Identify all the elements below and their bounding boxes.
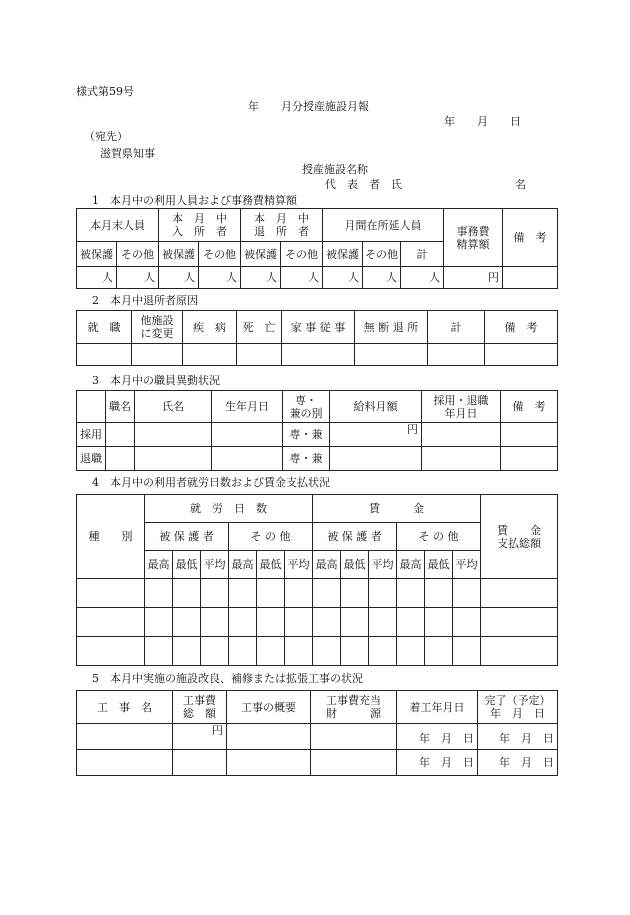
unit-cell[interactable]: 人 [241,267,281,289]
header-end-of-month: 本月末人員 [77,209,159,242]
stat-header: 最高 [145,551,173,579]
data-cell[interactable] [237,344,282,366]
date-cell[interactable]: 年 月 日 [478,750,558,776]
sub-header: その他 [117,242,159,267]
data-cell[interactable] [145,608,173,637]
header-start-date: 着工年月日 [397,691,478,724]
salary-cell[interactable] [330,447,422,471]
stat-header: 平均 [285,551,313,579]
data-cell[interactable] [397,637,425,666]
header-remarks: 備 考 [485,311,558,344]
data-cell[interactable] [369,608,397,637]
header-blank [77,391,106,423]
section5-table [76,690,558,776]
header-unauthorized: 無 断 退 所 [355,311,428,344]
data-cell[interactable] [481,637,558,666]
table-row [77,637,558,666]
stat-header: 最低 [425,551,453,579]
data-cell[interactable] [173,579,201,608]
salary-cell[interactable]: 円 [330,423,422,447]
header-type: 種 別 [77,495,145,579]
data-cell[interactable] [132,344,183,366]
data-cell[interactable] [257,637,285,666]
section1-table [76,208,558,289]
facility-name-label: 授産施設名称 [302,163,368,176]
data-cell[interactable] [428,344,485,366]
data-cell[interactable] [453,608,481,637]
data-cell[interactable] [77,608,145,637]
data-cell[interactable] [481,579,558,608]
row-label-leave: 退職 [77,447,106,471]
header-birthdate: 生年月日 [212,391,283,423]
header-outline: 工事の概要 [227,691,311,724]
data-cell[interactable] [229,637,257,666]
data-cell[interactable] [106,447,135,471]
header-fulltime-parttime: 専・ 兼の別 [283,391,330,423]
stat-header: 最低 [173,551,201,579]
header-completion-date: 完了（予定） 年 月 日 [478,691,558,724]
data-cell[interactable] [282,344,355,366]
unit-cell[interactable]: 人 [117,267,159,289]
header-hire-leave-date: 採用・退職 年月日 [422,391,501,423]
data-cell[interactable] [481,608,558,637]
section2-table [76,310,558,366]
data-cell[interactable] [425,637,453,666]
header-other: そ の 他 [397,523,481,551]
unit-cell[interactable]: 人 [199,267,241,289]
data-cell[interactable] [453,637,481,666]
page-title: 年 月分授産施設月報 [248,100,369,113]
data-cell[interactable] [229,608,257,637]
header-work-days: 就 労 日 数 [145,495,313,523]
representative-suffix: 名 [515,178,526,191]
section2-title: 2 本月中退所者原因 [92,294,198,307]
data-cell[interactable] [341,637,369,666]
data-cell[interactable] [77,724,173,750]
stat-header: 平均 [369,551,397,579]
data-cell[interactable] [77,637,145,666]
header-total-cost: 工事費 総 額 [173,691,227,724]
cost-cell[interactable]: 円 [444,267,503,289]
data-cell[interactable] [227,724,311,750]
header-discharged: 本 月 中 退 所 者 [241,209,323,242]
data-cell[interactable] [311,750,397,776]
addressee: 滋賀県知事 [100,147,155,160]
sub-header: その他 [199,242,241,267]
unit-cell[interactable]: 人 [77,267,117,289]
header-housework: 家 事 従 事 [282,311,355,344]
data-cell[interactable] [397,579,425,608]
addressee-label: （宛先） [84,130,128,143]
header-total-wage: 賃 金 支払総額 [481,495,558,579]
data-cell[interactable] [485,344,558,366]
section3-title: 3 本月中の職員異動状況 [92,374,220,387]
header-illness: 疾 病 [183,311,237,344]
data-cell[interactable] [313,608,341,637]
header-name: 氏名 [135,391,212,423]
data-cell[interactable] [355,344,428,366]
data-cell[interactable] [173,608,201,637]
data-cell[interactable] [77,344,132,366]
data-cell[interactable] [106,423,135,447]
stat-header: 最高 [397,551,425,579]
header-other: そ の 他 [229,523,313,551]
data-cell[interactable] [313,637,341,666]
cost-cell[interactable] [173,750,227,776]
stat-header: 平均 [453,551,481,579]
table-row [77,579,558,608]
header-monthly-stay: 月間在所延人員 [323,209,444,242]
data-cell[interactable] [135,423,212,447]
sub-header: 被保護 [323,242,363,267]
sub-header: 計 [401,242,444,267]
header-protected: 被 保 護 者 [145,523,229,551]
data-cell[interactable] [227,750,311,776]
data-cell[interactable] [285,608,313,637]
data-cell[interactable] [501,447,558,471]
data-cell[interactable] [369,637,397,666]
stat-header: 最低 [341,551,369,579]
header-remarks: 備 考 [503,209,558,267]
data-cell[interactable] [425,608,453,637]
header-funding: 工事費充当 財 源 [311,691,397,724]
section4-table [76,494,558,666]
header-admin-cost: 事務費 精算額 [444,209,503,267]
data-cell[interactable] [311,724,397,750]
stat-header: 最低 [257,551,285,579]
sub-header: その他 [363,242,401,267]
section5-title: 5 本月中実施の施設改良、補修または拡張工事の状況 [92,672,363,685]
data-cell[interactable] [212,423,283,447]
data-cell[interactable] [183,344,237,366]
unit-cell[interactable]: 人 [401,267,444,289]
sub-header: その他 [281,242,323,267]
header-protected: 被 保 護 者 [313,523,397,551]
data-cell[interactable] [341,579,369,608]
data-cell[interactable] [201,637,229,666]
date-cell[interactable]: 年 月 日 [397,750,478,776]
representative-label: 代 表 者 氏 [325,178,402,191]
senken-cell[interactable]: 専・兼 [283,423,330,447]
stat-header: 最高 [229,551,257,579]
data-cell[interactable] [145,637,173,666]
section4-title: 4 本月中の利用者就労日数および賃金支払状況 [92,476,330,489]
header-transfer: 他施設 に変更 [132,311,183,344]
date-cell[interactable]: 年 月 日 [397,724,478,750]
header-position: 職名 [106,391,135,423]
sub-header: 被保護 [241,242,281,267]
unit-cell[interactable]: 人 [323,267,363,289]
unit-cell[interactable]: 人 [159,267,199,289]
data-cell[interactable] [77,579,145,608]
data-cell[interactable] [453,579,481,608]
data-cell[interactable] [135,447,212,471]
data-cell[interactable] [422,423,501,447]
unit-cell[interactable]: 人 [281,267,323,289]
submission-date: 年 月 日 [444,115,521,128]
header-salary: 給料月額 [330,391,422,423]
stat-header: 最高 [313,551,341,579]
table-row [77,608,558,637]
section3-table [76,390,558,471]
data-cell[interactable] [77,750,173,776]
data-cell[interactable] [313,579,341,608]
data-cell[interactable] [397,608,425,637]
header-total: 計 [428,311,485,344]
header-admitted: 本 月 中 入 所 者 [159,209,241,242]
cost-cell[interactable]: 円 [173,724,227,750]
data-cell[interactable] [145,579,173,608]
data-cell[interactable] [285,579,313,608]
data-cell[interactable] [173,637,201,666]
data-cell[interactable] [201,579,229,608]
sub-header: 被保護 [77,242,117,267]
data-cell[interactable] [212,447,283,471]
stat-header: 平均 [201,551,229,579]
form-number: 様式第59号 [76,85,134,98]
unit-cell[interactable]: 人 [363,267,401,289]
data-cell[interactable] [369,579,397,608]
header-wage: 賃 金 [313,495,481,523]
header-remarks: 備 考 [501,391,558,423]
data-cell[interactable] [501,423,558,447]
data-cell[interactable] [257,608,285,637]
data-cell[interactable] [257,579,285,608]
data-cell[interactable] [422,447,501,471]
data-cell[interactable] [229,579,257,608]
data-cell[interactable] [425,579,453,608]
row-label-hire: 採用 [77,423,106,447]
senken-cell[interactable]: 専・兼 [283,447,330,471]
section1-title: 1 本月中の利用人員および事務費精算額 [92,194,297,207]
sub-header: 被保護 [159,242,199,267]
data-cell[interactable] [341,608,369,637]
header-employment: 就 職 [77,311,132,344]
header-death: 死 亡 [237,311,282,344]
data-cell[interactable] [285,637,313,666]
remarks-cell[interactable] [503,267,558,289]
data-cell[interactable] [201,608,229,637]
header-work-name: 工 事 名 [77,691,173,724]
date-cell[interactable]: 年 月 日 [478,724,558,750]
